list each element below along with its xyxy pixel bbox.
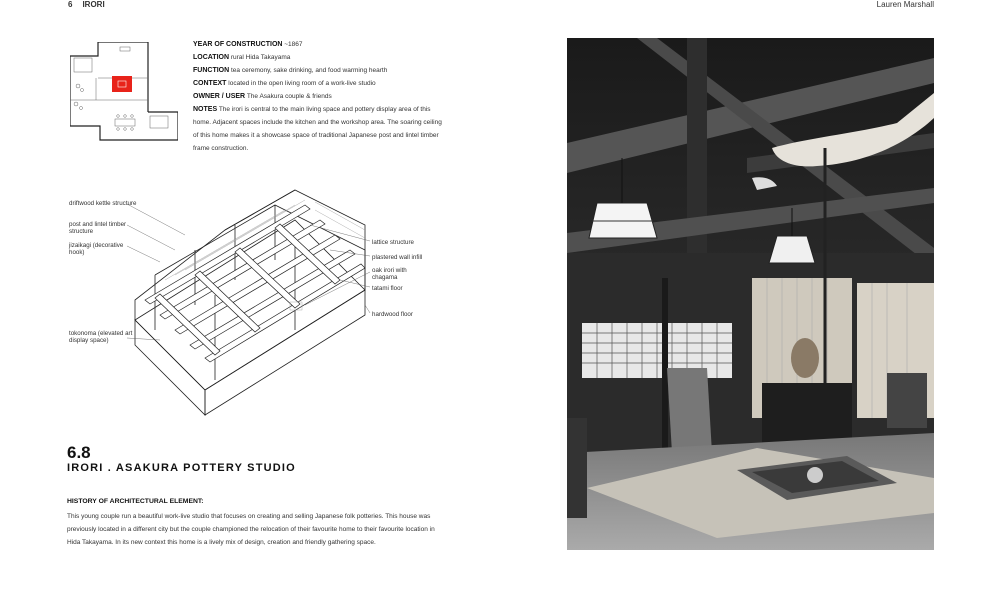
section-name: IRORI — [82, 0, 105, 9]
section-title: IRORI . ASAKURA POTTERY STUDIO — [67, 462, 296, 474]
label-post-lintel: post and lintel timber structure — [69, 221, 127, 235]
location-row: LOCATION rural Hida Takayama — [193, 54, 291, 61]
page-number: 6 — [68, 0, 73, 9]
history-body: This young couple run a beautiful work-live studio that focuses on creating and selling Japanese folk potteries. This house was previously located in a different city but the couple championed the relocation of their favourite home to their favourite location in Hida Takayama. In its new context this home is a lively mix of design, creation and friendly gathering space. — [67, 513, 435, 546]
label-driftwood: driftwood kettle structure — [69, 200, 137, 207]
label-lattice: lattice structure — [372, 239, 414, 246]
irori-highlight — [112, 76, 132, 92]
context-row: CONTEXT located in the open living room of a work-live studio — [193, 80, 376, 87]
label-oak-irori: oak irori with chagama — [372, 267, 407, 281]
label-tatami: tatami floor — [372, 285, 403, 292]
label-jizaikagi: jizaikagi (decorative hook) — [69, 242, 124, 256]
label-plastered-wall: plastered wall infill — [372, 254, 423, 261]
year-row: YEAR OF CONSTRUCTION ~1867 — [193, 41, 303, 48]
owner-row: OWNER / USER The Asakura couple & friends — [193, 93, 332, 100]
notes-row: NOTES The irori is central to the main living space and pottery display area of this home. Adjacent spaces include the kitchen and the workshop area. The soaring ceiling of this home makes it a showcase space of traditional Japanese post and lintel timber frame construction. — [193, 106, 442, 152]
page-header-left — [68, 0, 115, 9]
author-name: Lauren Marshall — [876, 0, 934, 9]
label-hardwood: hardwood floor — [372, 311, 413, 318]
history-heading: HISTORY OF ARCHITECTURAL ELEMENT: — [67, 498, 204, 505]
info-block — [193, 38, 443, 155]
label-tokonoma: tokonoma (elevated art display space) — [69, 330, 133, 344]
interior-photo — [567, 38, 934, 550]
function-row: FUNCTION tea ceremony, sake drinking, and food warming hearth — [193, 67, 388, 74]
floor-plan — [70, 42, 178, 150]
axonometric-diagram — [65, 180, 435, 430]
section-number: 6.8 — [67, 443, 91, 462]
